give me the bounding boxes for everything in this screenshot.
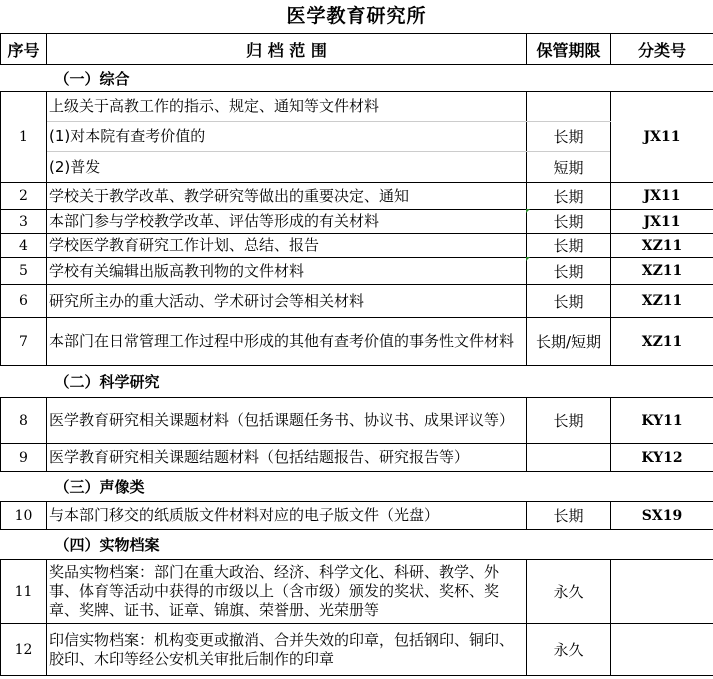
table-row [1, 210, 713, 234]
row-retention-label: 长期 [553, 262, 584, 281]
table-row [1, 152, 713, 183]
row-retention: 永久 [527, 624, 611, 676]
row-number: 1 [1, 92, 47, 183]
row-description: 医学教育研究相关课题材料（包括课题任务书、协议书、成果评议等） [47, 398, 527, 444]
row-description: 印信实物档案：机构变更或撤消、合并失效的印章，包括钢印、铜印、胶印、木印等经公安机关审批后制作的印章 [47, 624, 527, 676]
row-retention: 长期/短期 [527, 318, 611, 366]
row-number: 4 [1, 234, 47, 258]
table-row [1, 258, 713, 285]
header-seq: 序号 [1, 34, 47, 65]
row-retention [527, 258, 611, 285]
row-retention: 长期 [527, 234, 611, 258]
table-row [1, 398, 713, 444]
row-code: KY11 [611, 398, 713, 444]
row-description: 医学教育研究相关课题结题材料（包括结题报告、研究报告等） [47, 444, 527, 472]
row-retention: 永久 [527, 560, 611, 624]
row-retention: 长期 [527, 285, 611, 318]
row-retention: 长期 [527, 183, 611, 210]
row-number: 2 [1, 183, 47, 210]
row-description: 研究所主办的重大活动、学术研讨会等相关材料 [47, 285, 527, 318]
row-description: 与本部门移交的纸质版文件材料对应的电子版文件（光盘） [47, 502, 527, 530]
row-code: XZ11 [611, 258, 713, 285]
row-retention: 长期 [527, 398, 611, 444]
row-description: 上级关于高教工作的指示、规定、通知等文件材料 [47, 92, 527, 122]
row-retention: 长期 [527, 502, 611, 530]
section-title-research: （二）科学研究 [54, 373, 160, 391]
comment-marker-icon [526, 209, 530, 213]
row-retention [527, 92, 611, 122]
row-code: XZ11 [611, 285, 713, 318]
section-title-general: （一）综合 [54, 69, 130, 88]
row-description: 学校医学教育研究工作计划、总结、报告 [47, 234, 527, 258]
row-retention [527, 210, 611, 234]
header-code: 分类号 [611, 34, 713, 65]
header-scope: 归 档 范 围 [47, 34, 527, 65]
section-row [1, 366, 713, 398]
section-row [1, 65, 713, 92]
row-retention: 短期 [527, 152, 611, 183]
row-code: XZ11 [611, 234, 713, 258]
row-number: 9 [1, 444, 47, 472]
row-code: XZ11 [611, 318, 713, 366]
page-title: 医学教育研究所 [286, 5, 427, 27]
row-description: 本部门在日常管理工作过程中形成的其他有查考价值的事务性文件材料 [47, 318, 527, 366]
table-row [1, 560, 713, 624]
row-number: 6 [1, 285, 47, 318]
table-row [1, 624, 713, 676]
table-row [1, 92, 713, 122]
row-code: SX19 [611, 502, 713, 530]
section-row [1, 472, 713, 502]
row-description: 学校有关编辑出版高教刊物的文件材料 [47, 258, 527, 285]
section-row [1, 530, 713, 560]
row-code: KY12 [611, 444, 713, 472]
table-row [1, 502, 713, 530]
table-row [1, 285, 713, 318]
row-retention [527, 444, 611, 472]
row-description: 本部门参与学校教学改革、评估等形成的有关材料 [47, 210, 527, 234]
table-row [1, 183, 713, 210]
row-description: 学校关于教学改革、教学研究等做出的重要决定、通知 [47, 183, 527, 210]
row-code: JX11 [611, 92, 713, 183]
row-code: JX11 [611, 210, 713, 234]
section-title-audiovisual: （三）声像类 [54, 478, 145, 496]
row-number: 11 [1, 560, 47, 624]
row-number: 5 [1, 258, 47, 285]
table-row [1, 234, 713, 258]
row-description: 奖品实物档案：部门在重大政治、经济、科学文化、科研、教学、外事、体育等活动中获得的市级以上（含市级）颁发的奖状、奖杯、奖章、奖牌、证书、证章、锦旗、荣誉册、光荣册等 [47, 560, 527, 624]
row-description: (1)对本院有查考价值的 [47, 122, 527, 152]
row-code: JX11 [611, 183, 713, 210]
row-retention: 长期 [527, 122, 611, 152]
row-number: 10 [1, 502, 47, 530]
table-row [1, 444, 713, 472]
row-number: 12 [1, 624, 47, 676]
section-title-physical: （四）实物档案 [54, 536, 160, 554]
row-retention-label: 长期 [553, 213, 584, 231]
row-description: (2)普发 [47, 152, 527, 183]
header-row [1, 34, 713, 65]
archive-scope-table [0, 33, 713, 676]
table-row [1, 122, 713, 152]
row-number: 8 [1, 398, 47, 444]
table-row [1, 318, 713, 366]
row-number: 7 [1, 318, 47, 366]
row-number: 3 [1, 210, 47, 234]
header-retention: 保管期限 [527, 34, 611, 65]
row-code [611, 560, 713, 624]
row-code [611, 624, 713, 676]
comment-marker-icon [526, 257, 530, 261]
